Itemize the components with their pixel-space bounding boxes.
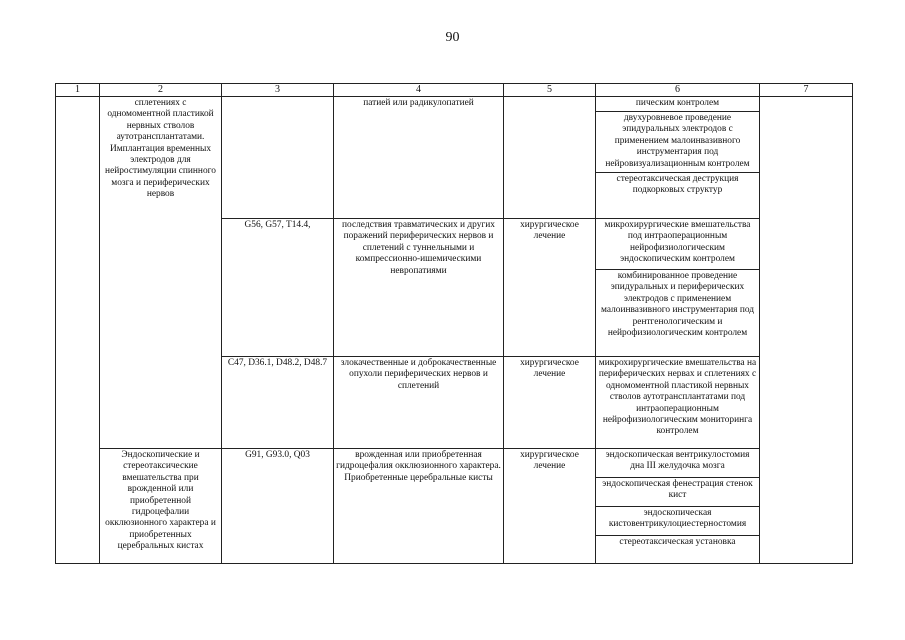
procedure-item: микрохирургические вмешательства под интраоперационным нейрофизиологическим эндоскопическим контролем	[596, 219, 759, 270]
treatment-type: хирургическое лечение	[520, 220, 579, 242]
diagnosis-cell	[334, 219, 504, 357]
procedure-item: стереотаксическая деструкция подкорковых структур	[616, 174, 739, 196]
column-header: 2	[100, 84, 222, 97]
diagnosis-text: врожденная или приобретенная гидроцефалия окклюзионного характера. Приобретенные церебральные кисты	[336, 450, 501, 483]
column-number-row	[56, 84, 853, 97]
diagnosis-codes: C47, D36.1, D48.2, D48.7	[227, 358, 328, 368]
codes-cell	[222, 357, 334, 449]
codes-cell	[222, 97, 334, 219]
table-row	[56, 97, 853, 219]
diagnosis-text: патией или радикулопатией	[363, 98, 474, 108]
diagnosis-cell	[334, 449, 504, 564]
diagnosis-text: последствия травматических и других поражений периферических нервов и сплетений с туннельными и компрессионно-ишемическими невропатиями	[342, 220, 495, 276]
intervention-name: Эндоскопические и стереотаксические вмешательства при врожденной или приобретенной гидроцефалии окклюзионного характера и приобретенных церебральных кистах	[105, 450, 216, 552]
procedure-item: пическим контролем	[596, 97, 759, 112]
diagnosis-cell	[334, 97, 504, 219]
diagnosis-codes: G56, G57, T14.4,	[244, 220, 311, 230]
intervention-name-cell	[100, 449, 222, 564]
column-header: 1	[56, 84, 100, 97]
intervention-name-cell	[100, 97, 222, 449]
procedures-cell	[596, 357, 760, 449]
treatment-cell	[504, 219, 596, 357]
procedure-item: эндоскопическая кистовентрикулоциестерностомия	[596, 507, 759, 536]
diagnosis-cell	[334, 357, 504, 449]
procedure-item: эндоскопическая вентрикулостомия дна III желудочка мозга	[596, 449, 759, 478]
procedures-cell	[596, 97, 760, 219]
treatment-type: хирургическое лечение	[520, 358, 579, 380]
medical-care-table	[55, 83, 853, 564]
procedure-item: двухуровневое проведение эпидуральных электродов с применением малоинвазивного инструментария под нейровизуализационным контролем	[596, 112, 759, 173]
treatment-cell	[504, 449, 596, 564]
treatment-type: хирургическое лечение	[520, 450, 579, 472]
procedures-cell	[596, 219, 760, 357]
column-header: 6	[596, 84, 760, 97]
treatment-cell	[504, 357, 596, 449]
diagnosis-codes: G91, G93.0, Q03	[245, 450, 310, 460]
notes-cell	[760, 97, 853, 564]
procedure-item: эндоскопическая фенестрация стенок кист	[596, 478, 759, 507]
column-header: 3	[222, 84, 334, 97]
treatment-type	[506, 97, 593, 98]
diagnosis-codes	[224, 97, 331, 98]
column-header: 4	[334, 84, 504, 97]
procedures-cell	[596, 449, 760, 564]
procedure-item: стереотаксическая установка	[619, 537, 736, 547]
table-row	[56, 449, 853, 564]
codes-cell	[222, 219, 334, 357]
procedure-item: комбинированное проведение эпидуральных и периферических электродов с применением малоинвазивного инструментария под рентгенологическим и нейрофизиологическим контролем	[600, 271, 755, 339]
column-header: 7	[760, 84, 853, 97]
row-number-cell	[56, 97, 100, 564]
diagnosis-text: злокачественные и доброкачественные опухоли периферических нервов и сплетений	[340, 358, 497, 391]
column-header: 5	[504, 84, 596, 97]
page-number: 90	[445, 30, 460, 45]
codes-cell	[222, 449, 334, 564]
intervention-name: сплетениях с одномоментной пластикой нервных стволов аутотрансплантатами. Имплантация временных электродов для нейростимуляции спинного мозга и периферических нервов	[105, 98, 216, 200]
treatment-cell	[504, 97, 596, 219]
procedure-item: микрохирургические вмешательства на периферических нервах и сплетениях с одномоментной пластикой нервных стволов аутотрансплантатами под интраоперационным нейрофизиологическим мониторинга контролем	[598, 358, 757, 437]
